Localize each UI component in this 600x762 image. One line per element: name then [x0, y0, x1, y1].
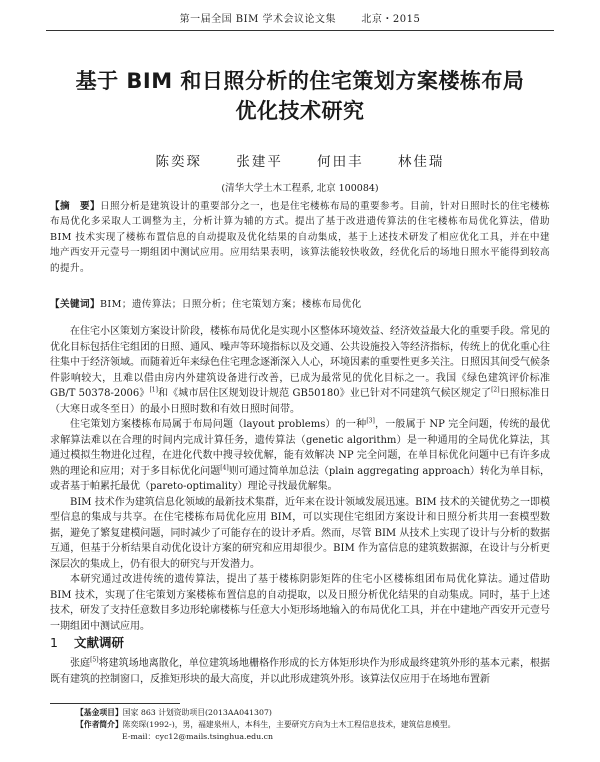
abstract	[50, 199, 550, 276]
city-year: 北京・2015	[361, 14, 421, 25]
section-heading	[50, 633, 124, 651]
author-name: 何田丰	[317, 154, 364, 170]
title-line-1: 基于 BIM 和日照分析的住宅策划方案楼栋布局	[75, 69, 525, 93]
citation: [4]	[220, 464, 229, 472]
author-name: 张建平	[236, 154, 283, 170]
body-paragraph: 住宅策划方案楼栋布局属于布局问题（layout problems）的一种[3]，一般属于 NP 完全问题，传统的最优求解算法难以在合理的时间内完成计算任务，遗传算法（genetic algorithm）是一种通用的全局优化算法，其通过模拟生物进化过程，在进化代数中搜寻较优解，能有效解决 NP 完全问题，在单目标优化问题中已有许多成熟的理论和应用；对于多目标优化问题[4]则可通过简单加总法（plain aggregating approach）转化为单目标，或者基于帕累托最优（pareto-optimality）理论寻找最优解集。	[50, 417, 550, 492]
keywords	[50, 296, 550, 310]
footnote-rule	[50, 703, 180, 704]
running-header	[0, 10, 600, 32]
section-body	[50, 656, 550, 687]
citation: [3]	[366, 417, 375, 425]
keywords-label: 【关键词】	[50, 299, 100, 310]
abstract-label: 【摘 要】	[50, 201, 101, 212]
abstract-text: 日照分析是建筑设计的重要部分之一，也是住宅楼栋布局的重要参考。目前，针对日照时长的住宅楼栋布局优化多采取人工调整为主，分析计算为辅的方式。提出了基于改进遗传算法的住宅楼栋布局优化算法，借助 BIM 技术实现了楼栋布置信息的自动提取及优化结果的自动集成，基于上述技术研发了相应优化工具，并在中建地产西安开元壹号一期组团中测试应用。应用结果表明，该算法能较快收敛，经优化后的场地日照水平能得到较高的提升。	[50, 201, 551, 274]
citation: [2]	[491, 386, 500, 394]
section-title: 文献调研	[73, 635, 124, 650]
author-name: 陈奕琛	[155, 154, 203, 170]
fund-footnote: 【基金项目】国家 863 计划资助项目(2013AA041307)	[76, 708, 272, 717]
body-paragraph: 张庭[5]将建筑场地离散化，单位建筑场地栅格作形成的长方体矩形块作为形成最终建筑外形的基本元素，根据既有建筑的控制窗口，反推矩形块的最大高度，并以此形成建筑外形。该算法仅应用于在场地布置新	[50, 656, 551, 685]
author-name: 林佳瑞	[397, 154, 445, 170]
introduction-body	[50, 324, 550, 634]
keywords-text: BIM；遗传算法；日照分析；住宅策划方案；楼栋布局优化	[99, 299, 362, 310]
footnotes	[76, 707, 550, 743]
author-footnote: 【作者简介】陈奕琛(1992-)，男，福建泉州人，本科生，主要研究方向为土木工程信息技术，建筑信息模型。	[76, 720, 456, 729]
affiliation: (清华大学土木工程系, 北京 100084)	[221, 183, 379, 194]
body-paragraph: 在住宅小区策划方案设计阶段，楼栋布局优化是实现小区整体环境效益、经济效益最大化的重要手段。常见的优化目标包括住宅组团的日照、通风、噪声等环境指标以及交通、公共设施投入等经济指标，传统上的优化重心往往集中于经济领域。而随着近年来绿色住宅理念逐渐深入人心，环境因素的重要性更多关注。日照因其间受气候条件影响较大，且难以借由房内外建筑设备进行改善，已成为最常见的优化目标之一。我国《绿色建筑评价标准 GB/T 50378-2006》[1]和《城市居住区规划设计规范 GB50180》业已针对不同建筑气候区规定了[2]日照标准日（大寒日或冬至日）的最小日照时数和有效日照时间带。	[50, 326, 551, 415]
citation: [1]	[149, 386, 158, 394]
citation: [5]	[90, 656, 99, 664]
conference-name: 第一届全国 BIM 学术会议论文集	[179, 14, 337, 25]
email-footnote: E-mail：cyc12@mails.tsinghua.edu.cn	[122, 732, 273, 741]
author-list	[30, 150, 570, 170]
body-paragraph: 本研究通过改进传统的遗传算法，提出了基于楼栋阴影矩阵的住宅小区楼栋组团布局优化算法。通过借助 BIM 技术，实现了住宅策划方案楼栋布置信息的自动提取，以及日照分析优化结果的自动集成。同时，基于上述技术，研发了支持任意数目多边形轮廓楼栋与任意大小矩形场地输入的布局优化工具，并在中建地产西安开元壹号一期组团中测试应用。	[50, 574, 550, 632]
section-number: 1	[50, 635, 58, 650]
header-rule	[46, 30, 554, 31]
paper-title	[30, 66, 570, 126]
title-line-2: 优化技术研究	[235, 99, 365, 123]
body-paragraph: BIM 技术作为建筑信息化领域的最新技术集群，近年来在设计领域发展迅速。BIM 技术的关键优势之一即模型信息的集成与共享。在住宅楼栋布局优化应用 BIM，可以实现住宅组团方案设计和日照分析共用一套模型数据，避免了繁复建模问题，同时减少了可能存在的设计矛盾。然而，尽管 BIM 从技术上实现了设计与分析的数据互通，但基于分析结果自动优化设计方案的研究和应用却很少。BIM 作为富信息的建筑数据源，在设计与分析更深层次的集成上，仍有很大的研究与开发潜力。	[50, 496, 550, 570]
